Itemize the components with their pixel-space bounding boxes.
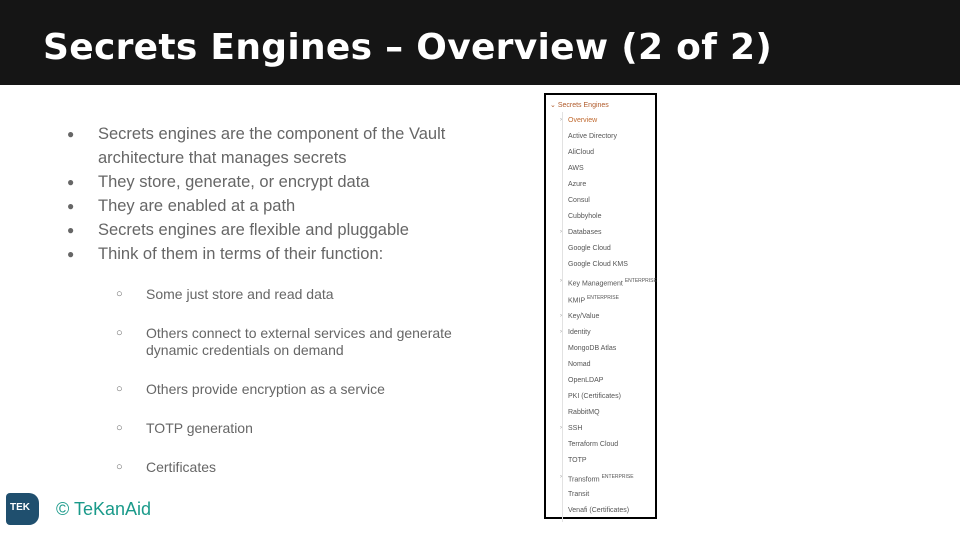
- nav-item-label: Google Cloud KMS: [568, 261, 628, 268]
- nav-item-ssh[interactable]: [560, 425, 583, 432]
- nav-item-label: OpenLDAP: [568, 377, 604, 384]
- nav-item-label: Google Cloud: [568, 245, 611, 252]
- nav-item-label: Databases: [568, 229, 602, 236]
- bullet-text: They are enabled at a path: [98, 197, 296, 215]
- nav-item-consul[interactable]: [568, 197, 590, 204]
- bullet-dot-icon: ●: [67, 127, 75, 141]
- nav-item-venafi[interactable]: [568, 507, 629, 514]
- nav-item-label: Consul: [568, 197, 590, 204]
- nav-item-aws[interactable]: [568, 165, 584, 172]
- sub-bullet-text: Others connect to external services and generate dynamic credentials on demand: [146, 325, 452, 358]
- bullet-item: [62, 218, 482, 242]
- nav-item-overview[interactable]: [560, 117, 598, 124]
- nav-item-google-cloud[interactable]: [568, 245, 611, 252]
- chevron-right-icon: ›: [560, 278, 562, 284]
- nav-item-label: Key Management: [568, 280, 623, 288]
- bullet-dot-icon: ●: [67, 223, 75, 237]
- slide-title: Secrets Engines – Overview (2 of 2): [43, 27, 773, 68]
- tekanaid-logo-icon: [6, 493, 39, 525]
- nav-item-key-management[interactable]: [560, 278, 657, 288]
- nav-item-label: TOTP: [568, 457, 587, 464]
- nav-item-label: Cubbyhole: [568, 213, 602, 220]
- sub-bullet-text: Certificates: [146, 459, 217, 475]
- nav-item-label: KMIP: [568, 297, 585, 305]
- secrets-engines-nav-screenshot: [544, 93, 657, 519]
- enterprise-badge: ENTERPRISE: [586, 295, 619, 301]
- bullet-circle-icon: ○: [116, 288, 123, 300]
- nav-item-terraform-cloud[interactable]: [568, 441, 618, 448]
- bullet-item: [62, 194, 482, 218]
- sub-bullet-text: TOTP generation: [146, 420, 253, 436]
- nav-item-label: Identity: [568, 329, 591, 336]
- nav-item-label: AliCloud: [568, 149, 595, 156]
- footer: [6, 493, 151, 525]
- chevron-right-icon: ›: [560, 313, 562, 319]
- bullet-item: [62, 242, 482, 266]
- bullet-text: Secrets engines are flexible and pluggable: [98, 221, 409, 239]
- sub-bullet-list: [114, 286, 494, 498]
- nav-item-label: SSH: [568, 425, 583, 432]
- sub-bullet-text: Some just store and read data: [146, 286, 334, 302]
- bullet-circle-icon: ○: [116, 461, 123, 473]
- nav-item-alicloud[interactable]: [568, 149, 594, 156]
- enterprise-badge: ENTERPRISE: [624, 278, 657, 284]
- sub-bullet-item: [114, 420, 494, 437]
- sub-bullet-item: [114, 381, 494, 398]
- nav-item-label: Transform: [568, 476, 600, 484]
- nav-item-label: Nomad: [568, 361, 591, 368]
- bullet-dot-icon: ●: [67, 247, 75, 261]
- title-bar: [0, 0, 960, 85]
- nav-item-databases[interactable]: [560, 229, 602, 236]
- chevron-right-icon: ›: [560, 474, 562, 480]
- nav-item-label: Venafi (Certificates): [568, 507, 630, 514]
- nav-tree-line: [562, 112, 563, 522]
- logo-text: TEK: [10, 502, 30, 513]
- nav-item-azure[interactable]: [568, 181, 586, 188]
- nav-item-label: Terraform Cloud: [568, 441, 619, 448]
- nav-item-identity[interactable]: [560, 329, 591, 336]
- nav-item-label: Active Directory: [568, 133, 618, 140]
- bullet-text: Think of them in terms of their function:: [98, 245, 384, 263]
- nav-item-totp[interactable]: [568, 457, 587, 464]
- main-bullet-list: [62, 122, 482, 266]
- bullet-circle-icon: ○: [116, 422, 123, 434]
- chevron-right-icon: ›: [560, 229, 562, 235]
- copyright-text: © TeKanAid: [56, 498, 151, 519]
- nav-item-cubbyhole[interactable]: [568, 213, 601, 220]
- bullet-dot-icon: ●: [67, 199, 75, 213]
- nav-root-label: Secrets Engines: [557, 102, 609, 109]
- sub-bullet-item: [114, 286, 494, 303]
- nav-item-label: Azure: [568, 181, 587, 188]
- bullet-item: [62, 122, 482, 170]
- nav-item-active-directory[interactable]: [568, 133, 617, 140]
- nav-item-label: RabbitMQ: [568, 409, 600, 416]
- nav-item-label: PKI (Certificates): [568, 393, 621, 400]
- nav-item-label: Overview: [568, 117, 598, 124]
- bullet-text: They store, generate, or encrypt data: [98, 173, 370, 191]
- sub-bullet-text: Others provide encryption as a service: [146, 381, 385, 397]
- nav-item-label: Key/Value: [568, 313, 600, 320]
- nav-item-key-value[interactable]: [560, 313, 600, 320]
- chevron-right-icon: ›: [560, 329, 562, 335]
- nav-root-secrets-engines[interactable]: [550, 101, 609, 109]
- bullet-circle-icon: ○: [116, 383, 123, 395]
- bullet-text: Secrets engines are the component of the Vault architecture that manages secrets: [98, 125, 446, 167]
- nav-item-pki[interactable]: [568, 393, 621, 400]
- chevron-right-icon: ›: [560, 117, 562, 123]
- nav-item-rabbitmq[interactable]: [568, 409, 600, 416]
- nav-item-label: Transit: [568, 491, 590, 498]
- nav-item-nomad[interactable]: [568, 361, 591, 368]
- bullet-item: [62, 170, 482, 194]
- nav-item-label: MongoDB Atlas: [568, 345, 617, 352]
- nav-item-openldap[interactable]: [568, 377, 603, 384]
- nav-item-kmip[interactable]: [568, 295, 619, 304]
- enterprise-badge: ENTERPRISE: [601, 474, 634, 480]
- sub-bullet-item: [114, 325, 494, 359]
- bullet-dot-icon: ●: [67, 175, 75, 189]
- nav-item-transit[interactable]: [568, 491, 589, 498]
- chevron-right-icon: ›: [560, 425, 562, 431]
- nav-item-mongodb-atlas[interactable]: [568, 345, 616, 352]
- sub-bullet-item: [114, 459, 494, 476]
- bullet-circle-icon: ○: [116, 327, 123, 339]
- nav-item-google-cloud-kms[interactable]: [568, 261, 628, 268]
- nav-item-transform[interactable]: [560, 474, 634, 484]
- nav-item-label: AWS: [568, 165, 584, 172]
- chevron-down-icon: ⌄: [550, 102, 556, 109]
